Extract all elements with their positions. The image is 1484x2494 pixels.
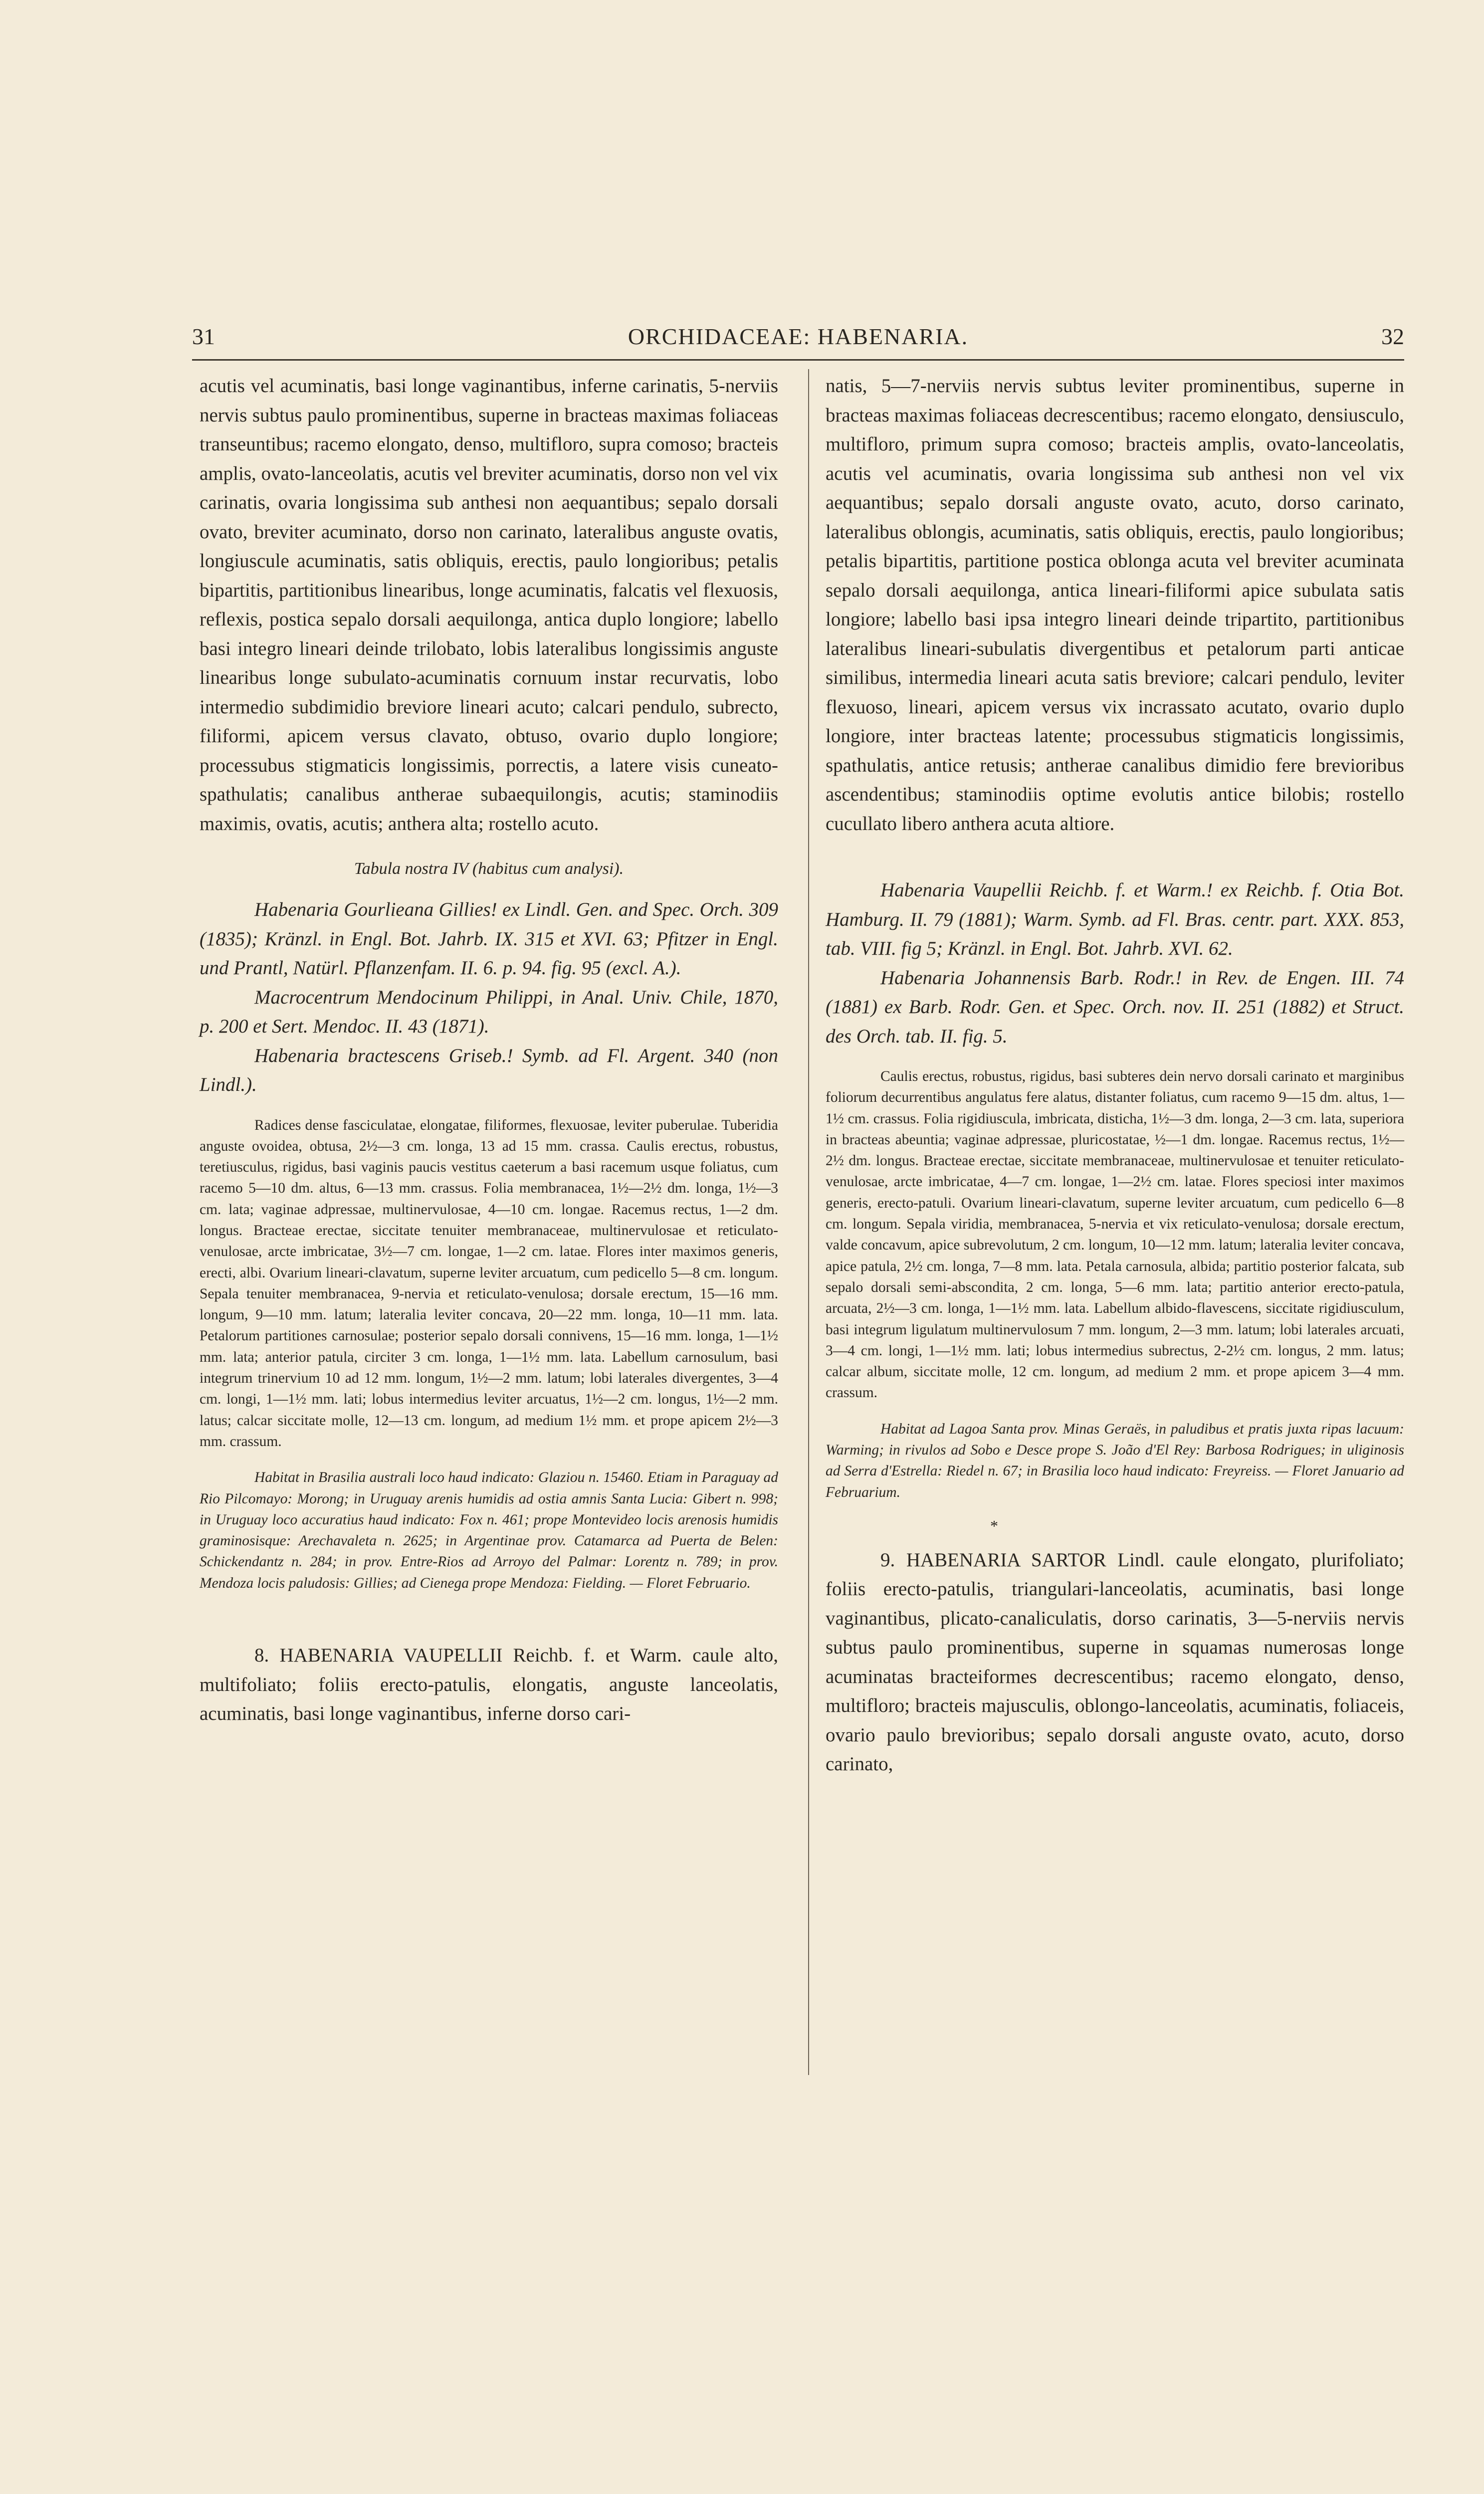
page-number-left: 31 [192, 324, 215, 349]
synonym-3: Habenaria bractescens Griseb.! Symb. ad Fl. Argent. 340 (non Lindl.). [200, 1044, 778, 1095]
page-header [192, 323, 1404, 353]
plate-caption: Tabula nostra IV (habitus cum analysi). [354, 859, 624, 878]
habitat-paragraph: Habitat in Brasilia australi loco haud indicato: Glaziou n. 15460. Etiam in Paraguay ad Rio Pilcomayo: Morong; in Uruguay arenis humidis ad ostia amnis Santa Lucia: Gibert n. 998; in Uruguay loco accuratius haud indicato: Fox n. 461; prope Montevideo locis arenosis humidis graminosisque: Arechavaleta n. 2625; in Argentinae prov. Catamarca ad Puerta de Belen: Schickendantz n. 284; in prov. Entre-Rios ad Arroyo del Palmar: Lorentz n. 789; in prov. Mendoza locis paludosis: Gillies; ad Cienega prope Mendoza: Fielding. — Floret Februario. [200, 1469, 778, 1591]
header-rule [192, 359, 1404, 361]
synonym-1: Habenaria Gourlieana Gillies! ex Lindl. Gen. and Spec. Orch. 309 (1835); Kränzl. in Engl. Bot. Jahrb. IX. 315 et XVI. 63; Pfitzer in Engl. und Prantl, Natürl. Pflanzenfam. II. 6. p. 94. fig. 95 (excl. A.). [200, 899, 778, 979]
synonym-2: Macrocentrum Mendocinum Philippi, in Anal. Univ. Chile, 1870, p. 200 et Sert. Mendoc. II. 43 (1871). [200, 986, 778, 1037]
morphology-description: Radices dense fasciculatae, elongatae, filiformes, flexuosae, leviter puberulae. Tuberidia anguste ovoidea, obtusa, 2½—3 cm. longa, 13 ad 15 mm. crassa. Caulis erectus, robustus, teretiusculus, rigidus, basi vaginis paucis vestitus caeterum a basi racemum usque foliatus, cum racemo 5—10 dm. altus, 6—13 mm. crassus. Folia membranacea, 1½—2½ dm. longa, 1½—3 cm. lata; vaginae adpressae, multinervulosae, 4—10 cm. longae. Racemus rectus, 1—2 dm. longus. Bracteae erectae, siccitate tenuiter membranaceae, multinervulosae et reticulato-venulosae, arcte imbricatae, 3½—7 cm. longae, 1—2 cm. latae. Flores inter maximos generis, erecti, albi. Ovarium lineari-clavatum, superne leviter arcuatum, cum pedicello 5—8 cm. longum. Sepala tenuiter membranacea, 9-nervia et reticulato-venulosa; dorsale erectum, 15—16 mm. longum, 9—10 mm. latum; lateralia leviter concava, 20—22 mm. longa, 10—11 mm. lata. Petalorum partitiones carnosulae; posterior sepalo dorsali connivens, 15—16 mm. longa, 1—1½ mm. lata; anterior patula, circiter 3 cm. longa, 1—1½ mm. lata. Labellum carnosulum, basi integrum trinervium 10 ad 12 mm. longum, 1½—2 mm. latum; lobi laterales divergentes, 3—4 cm. longi, 1—1½ mm. lati; lobus intermedius leviter arcuatus, 1½—2 cm. longus, 1½—2 mm. latus; calcar siccitate molle, 12—13 cm. longum, ad medium 1½ mm. et prope apicem 2½—3 mm. crassum. [200, 1117, 778, 1450]
running-title: ORCHIDACEAE: HABENARIA. [628, 324, 969, 349]
species-heading-9: 9. HABENARIA SARTOR Lindl. caule elongato, plurifoliato; foliis erecto-patulis, triangulari-lanceolatis, acuminatis, basi longe vaginantibus, plicato-canaliculatis, dorso carinatis, 3—5-nerviis nervis subtus paulo prominentibus, superne in squamas numerosas longe acuminatas bracteiformes decrescentibus; racemo elongato, denso, multifloro; bracteis majusculis, oblongo-lanceolatis, acuminatis, foliaceis, ovario paulo brevioribus; sepalo dorsali anguste ovato, acuto, dorso carinato, [826, 1549, 1404, 1775]
synonym-vaupellii-1: Habenaria Vaupellii Reichb. f. et Warm.! ex Reichb. f. Otia Bot. Hamburg. II. 79 (1881); Warm. Symb. ad Fl. Bras. centr. part. XXX. 853, tab. VIII. fig 5; Kränzl. in Engl. Bot. Jahrb. XVI. 62. [826, 879, 1404, 959]
column-divider [808, 369, 809, 2075]
asterisk-mark: * [990, 1516, 998, 1535]
left-description-continued: acutis vel acuminatis, basi longe vaginantibus, inferne carinatis, 5-nerviis nervis subtus paulo prominentibus, superne in bracteas maximas foliaceas transeuntibus; racemo elongato, denso, multifloro, supra comoso; bracteis amplis, ovato-lanceolatis, acutis vel breviter acuminatis, dorso non vel vix carinatis, ovaria longissima sub anthesi non aequantibus; sepalo dorsali ovato, breviter acuminato, dorso non carinato, lateralibus anguste ovatis, longiuscule acuminatis, satis obliquis, erectis, paulo longioribus; petalis bipartitis, partitionibus linearibus, longe acuminatis, falcatis vel flexuosis, reflexis, postica sepalo dorsali aequilonga, antica duplo longiore; labello basi integro lineari deinde trilobato, lobis lateralibus longissimis anguste linearibus longe subulato-acuminatis cornuum instar recurvatis, lobo intermedio subdimidio breviore lineari acuto; calcari pendulo, subrecto, filiformi, apicem versus clavato, obtuso, ovario duplo longiore; processubus stigmaticis longissimis, porrectis, a latere visis cuneato-spathulatis; canalibus antherae subaequilongis, acutis; staminodiis maximis, ovatis, acutis; anthera alta; rostello acuto. [200, 375, 778, 834]
species-heading-8: 8. HABENARIA VAUPELLII Reichb. f. et Warm. caule alto, multifoliato; foliis erecto-patulis, elongatis, anguste lanceolatis, acuminatis, basi longe vaginantibus, inferne dorso cari- [200, 1645, 778, 1725]
right-description-continued: natis, 5—7-nerviis nervis subtus leviter prominentibus, superne in bracteas maximas foliaceas decrescentibus; racemo elongato, densiusculo, multifloro, primum supra comoso; bracteis amplis, ovato-lanceolatis, acutis vel acuminatis, ovaria longissima sub anthesi non vel vix aequantibus; sepalo dorsali anguste ovato, acuto, dorso carinato, lateralibus oblongis, acuminatis, satis obliquis, erectis, paulo longioribus; petalis bipartitis, partitione postica oblonga acuta vel breviter acuminata sepalo dorsali aequilonga, antica lineari-filiformi apice subulata satis longiore; labello basi ipsa integro lineari deinde tripartito, partitionibus lateralibus lineari-subulatis divergentibus et petalorum parti anticae similibus, intermedia lineari acuta satis breviore; calcari pendulo, leviter flexuoso, lineari, apicem versus vix incrassato acutato, ovario duplo longiore, inter bracteas latente; processubus stigmaticis longissimis, spathulatis, antice retusis; antherae canalibus dimidio fere brevioribus ascendentibus; staminodiis optime evolutis antice bilobis; rostello cucullato libero anthera acuta altiore. [826, 375, 1404, 834]
synonym-vaupellii-2: Habenaria Johannensis Barb. Rodr.! in Rev. de Engen. III. 74 (1881) ex Barb. Rodr. Gen. et Spec. Orch. nov. II. 251 (1882) et Struct. des Orch. tab. II. fig. 5. [826, 967, 1404, 1047]
page-number-right: 32 [1381, 324, 1404, 349]
right-column [826, 372, 1404, 1779]
morphology-description-vaupellii: Caulis erectus, robustus, rigidus, basi subteres dein nervo dorsali carinato et marginibus foliorum decurrentibus angulatus fere alatus, distanter foliatus, cum racemo 9—15 dm. altus, 1—1½ cm. crassus. Folia rigidiuscula, imbricata, disticha, 1½—3 dm. longa, 2—3 cm. lata, superiora in bracteas abeuntia; vaginae adpressae, pluricostatae, ½—1 dm. longae. Racemus rectus, 1½—2½ dm. longus. Bracteae erectae, siccitate membranaceae, multinervulosae et tenuiter reticulato-venulosae, arcte imbricatae, 4—7 cm. longae, 1—2½ cm. latae. Flores speciosi inter maximos generis, erecto-patuli. Ovarium lineari-clavatum, superne leviter arcuatum, cum pedicello 6—8 cm. longum. Sepala viridia, membranacea, 5-nervia et vix reticulato-venulosa; dorsale erectum, valde concavum, apice subrevolutum, 2 cm. longum, 10—12 mm. latum; lateralia leviter concava, apice patula, 2½ cm. longa, 7—8 mm. lata. Petala carnosula, albida; partitio posterior falcata, sub sepalo dorsali semi-abscondita, 2 cm. longa, 5—6 mm. lata; partitio anterior erecto-patula, arcuata, 2½—3 cm. longa, 1—1½ mm. lata. Labellum albido-flavescens, siccitate rigidiusculum, basi integrum ligulatum multinervulosum 7 mm. longum, 2—3 mm. latum; lobi laterales arcuati, 3—4 cm. longi, 1—1½ mm. lati; lobus intermedius subrectus, 2-2½ cm. longus, 2 mm. latus; calcar album, siccitate molle, 12 cm. longum, ad medium 2 mm. et prope apicem 3—4 mm. crassum. [826, 1068, 1404, 1401]
left-column [200, 372, 778, 1729]
habitat-vaupellii: Habitat ad Lagoa Santa prov. Minas Geraës, in paludibus et pratis juxta ripas lacuum: Warming; in rivulos ad Sobo e Desce prope S. João d'El Rey: Barbosa Rodrigues; in uliginosis ad Serra d'Estrella: Riedel n. 67; in Brasilia loco haud indicato: Freyreiss. — Floret Januario ad Februarium. [826, 1421, 1404, 1500]
